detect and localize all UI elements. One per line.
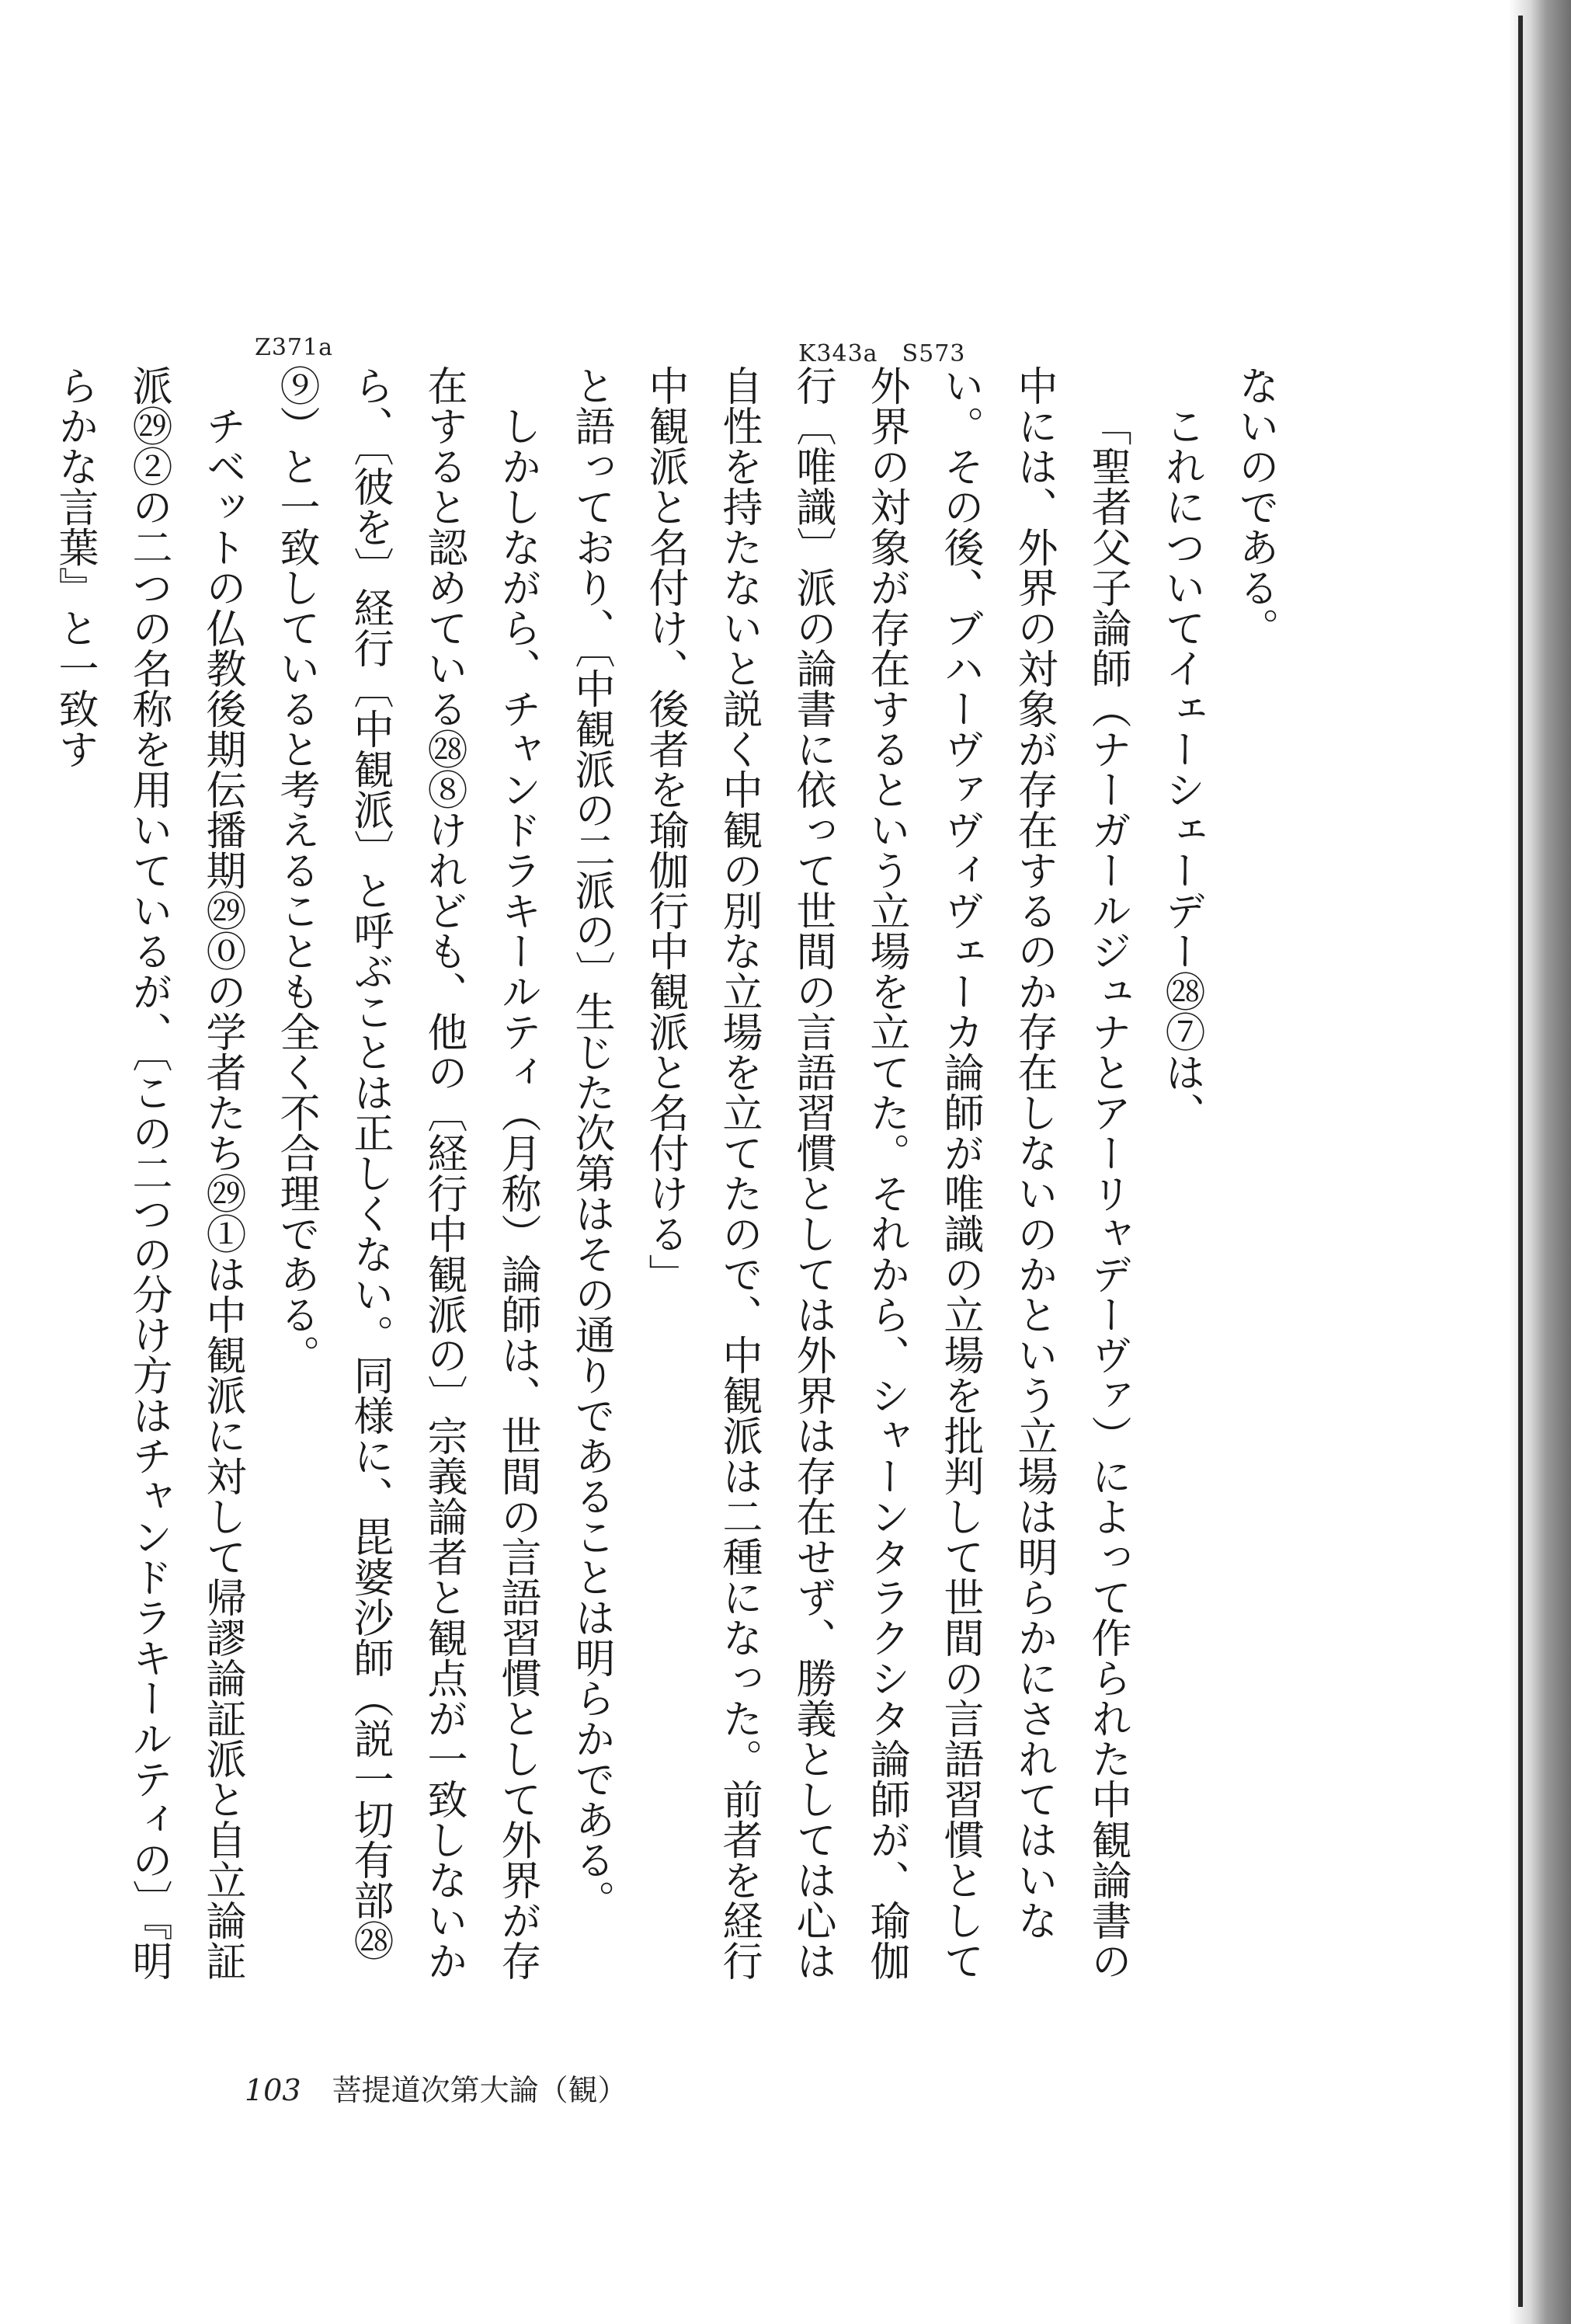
header-left-reference: Z371a (255, 334, 333, 361)
paragraph-quotation: 「聖者父子論師（ナーガールジュナとアーリャデーヴァ）によって作られた中観論書の中には、外界の対象が存在するのか存在しないのかという立場は明らかにされてはいない。その後、ブハーヴァヴィヴェーカ論師が唯識の立場を批判して世間の言語習慣として外界の対象が存在するという立場を立てた。それから、シャーンタラクシタ論師が、瑜伽行〔唯識〕派の論書に依って世間の言語習慣としては外界は存在せず、勝義としては心は自性を持たないと説く中観の別な立場を立てたので、中観派は二種になった。前者を経行中観派と名付け、後者を瑜伽行中観派と名付ける」 (641, 365, 1131, 1981)
paragraph: ないのである。 (1232, 365, 1278, 648)
page-edge-line (1518, 16, 1523, 2307)
paragraph: チベットの仏教後期伝播期㉙⓪の学者たち㉙①は中観派に対して帰謬論証派と自立論証派㉙②の二つの名称を用いているが、〔この二つの分け方はチャンドラキールティの〕『明らかな言葉』と一致す (51, 365, 245, 1981)
paragraph: と語っており、〔中観派の二派の〕生じた次第はその通りであることは明らかである。 (568, 365, 614, 1920)
header-right-reference: K343a S573 (798, 340, 966, 367)
page-footer (245, 2066, 627, 2109)
book-title: 菩提道次第大論（観） (332, 2073, 627, 2107)
paragraph: しかしながら、チャンドラキールティ（月称）論師は、世間の言語習慣として外界が存在すると認めている㉘⑧けれども、他の〔経行中観派の〕宗義論者と観点が一致しないから、〔彼を〕経行〔中観派〕と呼ぶことは正しくない。同様に、毘婆沙師（説一切有部㉘⑨）と一致していると考えることも全く不合理である。 (273, 365, 540, 1981)
page-number: 103 (245, 2073, 301, 2107)
paragraph: これについてイェーシェーデー㉘⑦は、 (1158, 405, 1204, 1132)
vertical-body-text (51, 365, 1291, 1988)
